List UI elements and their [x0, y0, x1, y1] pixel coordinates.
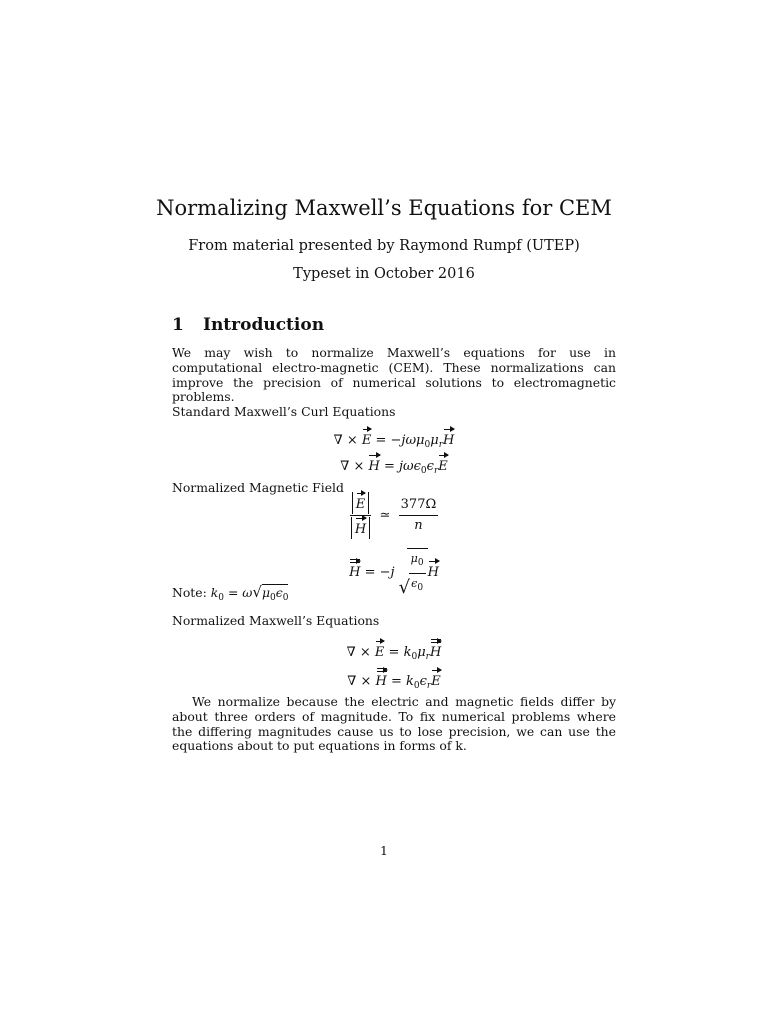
- sqrt-symbol: √ $\frac{\mu_0}{\epsilon_0}$: [399, 548, 428, 597]
- normalized-equations-label: Normalized Maxwell’s Equations: [172, 613, 380, 628]
- document-title: Normalizing Maxwell’s Equations for CEM: [156, 196, 612, 220]
- normalized-equation-e: ∇ × $E = k_0\mu_r$ H: [172, 640, 616, 666]
- normalized-equation-h: ∇ × $H = k_0\epsilon_rE$: [172, 669, 616, 695]
- curl-equation-e: ∇ × $E = -j\omega\mu_0\mu_rH$: [172, 428, 616, 454]
- section-title: Introduction: [203, 315, 325, 335]
- impedance-equation: $\frac{E}{H}$ ≃ $\frac{377\Omega}{n}$: [172, 492, 616, 539]
- section-heading: [172, 313, 324, 337]
- note-line: Note: $k_0 = \omega√\mu_0\epsilon_0$: [172, 583, 289, 603]
- author-line: From material presented by Raymond Rumpf (UTEP): [188, 238, 580, 254]
- intro-paragraph: We may wish to normalize Maxwell’s equations for use in computational electro-magnetic (CEM). These normalizations can improve the precision of numerical solutions to electromagnetic problems.: [172, 345, 616, 405]
- note-prefix: Note:: [172, 585, 207, 600]
- impedance-fraction: [399, 496, 439, 535]
- impedance-numerator: 377Ω: [399, 496, 439, 516]
- impedance-denominator: n: [414, 518, 423, 533]
- date-line: Typeset in October 2016: [293, 266, 475, 282]
- field-ratio-fraction: $\frac{E}{H}$: [350, 492, 372, 539]
- normalized-h-equation: H = −j √ $\frac{\mu_0}{\epsilon_0}$ H: [172, 548, 616, 597]
- curl-equations-label: Standard Maxwell’s Curl Equations: [172, 404, 396, 419]
- magnetic-field-label: Normalized Magnetic Field: [172, 480, 344, 495]
- page-number: 1: [380, 843, 388, 858]
- closing-paragraph: We normalize because the electric and magnetic fields differ by about three orders of magnitude. To fix numerical problems where the differing magnitudes cause us to lose precision, we can use the equations about to put equations in forms of k.: [172, 694, 616, 754]
- curl-equation-h: ∇ × $H = j\omega\epsilon_0\epsilon_rE$: [172, 454, 616, 480]
- section-number: 1: [172, 315, 184, 335]
